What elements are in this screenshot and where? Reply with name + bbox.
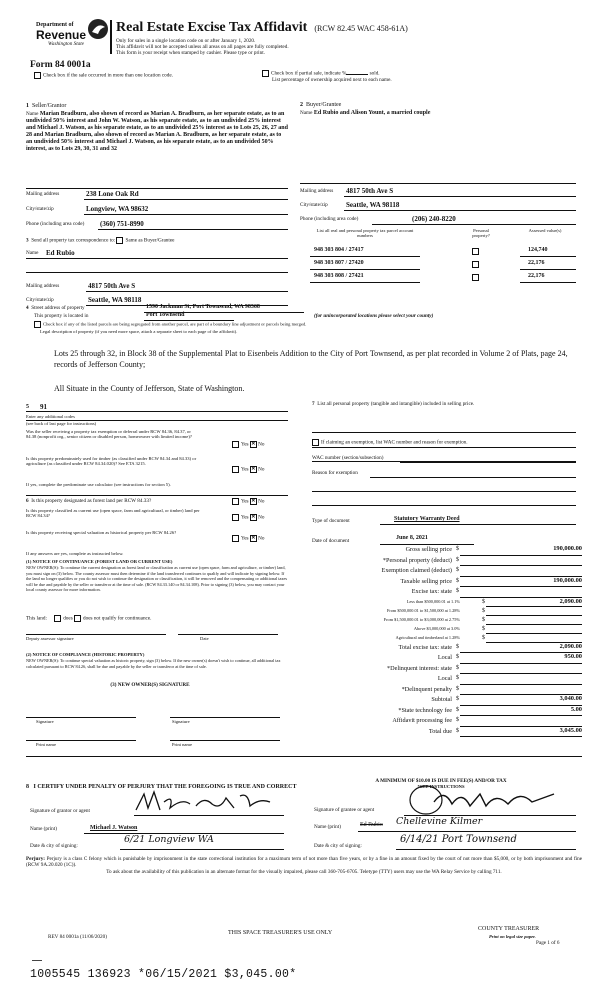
seller-mail: 238 Lone Oak Rd (86, 190, 139, 198)
calc-label: Taxable selling price (400, 577, 452, 585)
currency-symbol: $ (482, 616, 485, 623)
buyer-name-block (300, 110, 570, 117)
section-number: 1 (26, 103, 29, 109)
signature-label: Signature (172, 719, 190, 724)
cashier-stamp: 1005545 136923 *06/15/2021 $3,045.00* (30, 968, 297, 981)
no-label: No (258, 514, 265, 521)
calc-label: *State technology fee (398, 706, 452, 714)
seller-mail-label: Mailing address (26, 191, 60, 197)
no-checkbox-checked[interactable]: ✕ (251, 499, 256, 504)
buyer-heading (300, 102, 341, 109)
currency-symbol: $ (456, 556, 459, 563)
currency-symbol: $ (456, 643, 459, 650)
corr-city: Seattle, WA 98118 (88, 296, 142, 304)
grantor-name: Michael J. Watson (90, 825, 138, 831)
currency-symbol: $ (456, 577, 459, 584)
no-label: No (258, 466, 265, 473)
parcel-number: 948 303 804 / 27417 (314, 247, 364, 253)
section-number: 8 (26, 784, 29, 790)
buyer-city: Seattle, WA 98118 (346, 201, 400, 209)
buyer-mail-label: Mailing address (300, 188, 334, 194)
page-title: Real Estate Excise Tax Affidavit (116, 20, 308, 35)
calc-row (300, 566, 582, 577)
seller-phone-label: Phone (including area code) (26, 221, 85, 227)
header-note-2: This affidavit will not be accepted unless all areas on all pages are fully completed. (116, 44, 289, 51)
calc-value: 950.00 (564, 653, 582, 660)
grantor-date-city: 6/21 Longview WA (124, 834, 214, 845)
buyer-city-label: City/state/zip (300, 202, 328, 208)
does-label: does (63, 615, 73, 622)
segregation-label: Check box if any of the listed parcels are being segregated from another parcel, are part of a boundary line adjustment or parcels being merged. (43, 321, 307, 327)
minimum-note: A MINIMUM OF $10.00 IS DUE IN FEE(S) AND/OR TAX (375, 778, 507, 784)
if-yes-note: If any answers are yes, complete as instructed below. (26, 551, 124, 556)
currency-symbol: $ (456, 675, 459, 681)
print-name-label: Print name (172, 742, 193, 747)
current-use-question: Is this property classified as current use (open space, farm and agricultural, or timber) land per RCW 84.34? (26, 508, 200, 519)
seller-name: Marian Bradburn, also shown of record as Marian A. Bradburn, as her separate estate, as to an undivided 50% interest and John W. Watson, as his separate estate, as to an undivided 25% interest and Michael J. Watson, as his separate estate, as to an undivided 25% interest as to Lots 25, 26, 27 and 28 and Marian Bradburn, also shown of record as Marian A. Bradburn, as her separate estate, as to an undivided 50% interest and Michael J. Watson, as his separate estate, as to an undivided 50% interest, as to Lots 29, 30, 31 and 32 (26, 111, 288, 152)
correspondence-line (26, 237, 174, 244)
seller-city: Longview, WA 98632 (86, 205, 149, 213)
county-treasurer-label: COUNTY TREASURER (478, 926, 540, 932)
grantee-name-handwritten: Chellevine Kilmer (396, 816, 483, 827)
calc-row (300, 625, 582, 634)
legal-description-1: Lots 25 through 32, in Block 38 of the Supplemental Plat to Eisenbeis Addition to the City of Port Townsend, as per plat recorded in Volume 2 of Plats, page 24, records of Jefferson County; (54, 349, 568, 369)
q2-yes-no[interactable] (232, 466, 265, 473)
calc-label: Agricultural and timberland at 1.28% (395, 634, 460, 640)
yes-checkbox[interactable] (232, 514, 239, 521)
this-land-label: This land: (26, 615, 47, 622)
doc-date-label: Date of document (312, 538, 350, 544)
wac-label: WAC number (section/subsection) (312, 455, 384, 461)
partial-sale-label: Check box if partial sale, indicate % (271, 70, 347, 77)
currency-symbol: $ (456, 664, 459, 671)
calc-value: 3,045.00 (559, 726, 582, 734)
legal-description-2: All Situate in the County of Jefferson, State of Washington. (54, 384, 245, 393)
calc-label: *Delinquent interest: state (387, 664, 452, 672)
continuance-title: (1) NOTICE OF CONTINUANCE (FOREST LAND OR CURRENT USE) (26, 559, 173, 564)
timber-question: Is this property predominately used for timber (as classified under RCW 84.34 and 84.33) or agriculture (as classified under RCW 84.34.020)? See ETA 3215. (26, 456, 197, 467)
currency-symbol: $ (456, 717, 459, 723)
exemption-question: Was the seller receiving a property tax exemption or deferral under RCW 84.36, 84.37, or 84.38 (nonprofit org., senior citizen or disabled person, homeowner with limited income)? (26, 429, 192, 440)
checkbox[interactable] (34, 321, 41, 328)
section-number: 3 (26, 237, 29, 244)
compliance-title: (2) NOTICE OF COMPLIANCE (HISTORIC PROPERTY) (26, 652, 145, 657)
no-label: No (258, 535, 265, 542)
grantor-sig-label: Signature of grantor or agent (30, 808, 90, 814)
calculator-note: If yes, complete the predominate use calculator (see instructions for section 5). (26, 482, 171, 487)
doc-type-label: Type of document (312, 518, 350, 524)
corr-mail-label: Mailing address (26, 283, 60, 289)
calc-value: 190,000.00 (553, 545, 582, 552)
property-address: 1590 Jackman St, Port Townsend, WA 98368 (146, 304, 260, 310)
grantor-date-label: Date & city of signing: (30, 843, 78, 849)
parcel-list (310, 245, 576, 284)
q6-3-yes-no[interactable] (232, 535, 265, 542)
seller-heading-label: Seller/Grantor (32, 103, 67, 109)
grantee-name-label: Name (print) (314, 824, 341, 830)
yes-checkbox[interactable] (232, 441, 239, 448)
corr-name: Ed Rubio (46, 249, 75, 257)
calc-label: *Delinquent penalty (401, 685, 452, 693)
calc-label: Local (437, 675, 452, 682)
calc-label: Total excise tax: state (398, 643, 452, 651)
currency-symbol: $ (482, 607, 485, 614)
calc-label: Excise tax: state (411, 588, 452, 595)
calc-row (300, 685, 582, 696)
calc-label: Local (437, 654, 452, 661)
personal-checkbox[interactable] (472, 274, 479, 281)
rcw-code: (RCW 82.45 WAC 458-61A) (314, 24, 408, 33)
no-label: No (258, 498, 265, 505)
calc-row (300, 664, 582, 675)
yes-label: Yes (241, 441, 249, 448)
no-checkbox-checked[interactable]: ✕ (251, 515, 256, 520)
calc-label: Above $3,000,000 at 3.0% (413, 625, 460, 631)
exemption-checkbox[interactable] (312, 439, 319, 446)
calc-row (300, 674, 582, 685)
corr-name-label: Name (26, 250, 39, 256)
parcel-row (310, 271, 576, 284)
revision-code: REV 84 0001a (11/06/2020) (48, 934, 107, 940)
assessor-date-label: Date (200, 636, 209, 641)
yes-checkbox[interactable] (232, 466, 239, 473)
buyer-mail: 4817 50th Ave S (346, 187, 394, 195)
unincorporated-note: (for unincorporated locations please select your county) (314, 313, 434, 319)
calc-row (300, 643, 582, 654)
corr-city-label: City/state/zip (26, 297, 54, 303)
wa-logo-icon (86, 18, 110, 40)
section-number: 6 (26, 498, 29, 504)
yes-label: Yes (241, 535, 249, 542)
street-label-line (26, 305, 85, 311)
exemption-label: If claiming an exemption, list WAC number and reason for exemption. (321, 439, 468, 446)
calc-row (300, 616, 582, 625)
calc-row (300, 634, 582, 643)
calc-row (300, 607, 582, 616)
alternate-format-note: To ask about the availability of this publication in an alternate format for the visually impaired, please call 360-705-6705. Teletype (TTY) users may use the WA Relay Service by calling 711. (106, 869, 502, 875)
this-land-row (26, 615, 151, 622)
buyer-heading-label: Buyer/Grantee (306, 102, 342, 108)
see-back-note: (see back of last page for instructions) (26, 421, 97, 426)
section-number: 4 (26, 305, 29, 311)
signature-label: Signature (36, 719, 54, 724)
grantor-name-label: Name (print) (30, 826, 57, 832)
yes-label: Yes (241, 466, 249, 473)
doc-type: Statutory Warranty Deed (394, 516, 460, 522)
currency-symbol: $ (456, 706, 459, 713)
calc-underline (460, 736, 582, 737)
seller-phone: (360) 751-8990 (100, 220, 144, 228)
grantee-sig-label: Signature of grantee or agent (314, 807, 375, 813)
perjury-text: Perjury is a class C felony which is punishable by imprisonment in the state correctional institution for a maximum term of not more than five years, or by a fine in an amount fixed by the court of not more than $5,000, or by both imprisonment and fine (RCW 9A.20.020 (1C)). (26, 856, 583, 869)
grantee-date-city: 6/14/21 Port Townsend (400, 834, 517, 845)
perjury-notice (26, 856, 582, 868)
calc-value: 5.00 (570, 705, 582, 713)
personal-col-header: Personal property? (472, 228, 490, 239)
seller-name-block (26, 111, 288, 153)
forest-q-line (26, 498, 226, 504)
section-5-number: 5 (26, 404, 29, 410)
calc-row (300, 695, 582, 706)
grantee-name-struck: Ed Rubio (360, 822, 383, 828)
checkbox[interactable] (34, 72, 41, 79)
currency-symbol: $ (456, 685, 459, 692)
assessor-signature-label: Deputy assessor signature (26, 636, 74, 641)
use-code: 91 (40, 403, 47, 411)
additional-codes-label: Enter any additional codes (26, 414, 75, 419)
assessed-value: 22,176 (528, 273, 545, 279)
parcel-row (310, 258, 576, 271)
personal-property-label: List all personal property (tangible and intangible) included in selling price. (317, 401, 475, 407)
dor-logo (36, 22, 106, 47)
ownership-note: List percentage of ownership acquired next to each name. (272, 77, 392, 83)
currency-symbol: $ (456, 588, 459, 594)
buyer-name: Ed Rubio and Alison Yount, a married couple (313, 110, 431, 116)
form-number: Form 84 0001a (30, 60, 91, 70)
does-not-checkbox[interactable] (74, 615, 81, 622)
assessed-value: 22,176 (528, 260, 545, 266)
calc-label: Less than $500,000.01 at 1.1% (406, 598, 460, 604)
calc-label: From $500,000.01 to $1,500,000 at 1.28% (386, 607, 460, 613)
yes-checkbox[interactable] (232, 498, 239, 505)
print-name-label: Print name (36, 742, 57, 747)
grantee-date-label: Date & city of signing: (314, 843, 362, 849)
stamp-mark (32, 960, 42, 961)
page-number: Page 1 of 6 (536, 940, 560, 946)
state-label: Washington State (48, 41, 84, 47)
currency-symbol: $ (456, 654, 459, 660)
calc-row (300, 545, 582, 556)
calc-label: Subtotal (431, 696, 452, 703)
no-checkbox-checked[interactable]: ✕ (251, 467, 256, 472)
no-checkbox-checked[interactable]: ✕ (251, 536, 256, 541)
calc-row (300, 653, 582, 664)
calc-label: From $1,500,000.01 to $3,000,000 at 2.75% (383, 616, 460, 622)
corr-mail: 4817 50th Ave S (88, 282, 136, 290)
located-label: This property is located in (34, 313, 89, 319)
certify-statement: I CERTIFY UNDER PENALTY OF PERJURY THAT THE FOREGOING IS TRUE AND CORRECT (33, 784, 297, 790)
assessed-value: 124,740 (528, 247, 548, 253)
calc-row (300, 706, 582, 717)
grantor-signature (130, 788, 280, 816)
partial-sale-check[interactable] (262, 70, 380, 77)
calc-row (300, 716, 582, 727)
street-label: Street address of property (31, 305, 85, 311)
located-city: Port Townsend (146, 312, 185, 318)
calc-label: *Personal property (deduct) (382, 556, 452, 564)
doc-date: June 8, 2021 (396, 535, 428, 541)
q6-1-yes-no[interactable] (232, 498, 265, 505)
currency-symbol: $ (456, 546, 459, 552)
calc-row (300, 727, 582, 738)
exemption-note (312, 439, 468, 446)
correspondence-label: Send all property tax correspondence to: (31, 237, 116, 244)
calc-value: 3,040.00 (559, 695, 582, 702)
parcel-col-header: List all real and personal property tax parcel account numbers (316, 228, 414, 239)
dept-label: Department of (36, 22, 74, 28)
calc-value: 2,090.00 (559, 597, 582, 605)
personal-property-line (312, 401, 562, 407)
personal-checkbox[interactable] (472, 261, 479, 268)
calc-label: Total due (428, 727, 452, 735)
see-instructions-note: *SEE INSTRUCTIONS (417, 784, 465, 789)
historic-question: Is this property receiving special valuation as historical property per RCW 84.26? (26, 530, 177, 535)
assessed-col-header: Assessed value(s) (528, 228, 562, 233)
currency-symbol: $ (456, 696, 459, 702)
checkbox[interactable] (262, 70, 269, 77)
name-label: Name (26, 111, 39, 117)
currency-symbol: $ (482, 634, 485, 641)
compliance-text: NEW OWNER(S): To continue special valuation as historic property, sign (3) below. If the new owner(s) doesn't wish to continue, all additional tax calculated pursuant to RCW 84.26, shall be due and payable by the seller or transferor at the time of sale. (26, 658, 281, 669)
personal-checkbox[interactable] (472, 248, 479, 255)
new-owner-signature-title: (3) NEW OWNER(S) SIGNATURE (110, 682, 190, 688)
calc-value: 2,090.00 (559, 642, 582, 650)
seller-heading (26, 103, 66, 110)
header-note-3: This form is your receipt when stamped by cashier. Please type or print. (116, 50, 265, 57)
forest-question: Is this property designated as forest land per RCW 84.33? (31, 498, 152, 504)
parcel-number: 948 303 807 / 27420 (314, 260, 364, 266)
same-as-buyer-checkbox[interactable] (116, 237, 123, 244)
treasurer-use-label: THIS SPACE TREASURER'S USE ONLY (228, 930, 333, 936)
yes-checkbox[interactable] (232, 535, 239, 542)
buyer-phone: (206) 240-8220 (412, 215, 456, 223)
q1-yes-no[interactable] (232, 441, 265, 448)
name-label: Name (300, 110, 313, 116)
section-number: 2 (300, 102, 303, 108)
continuance-text: NEW OWNER(S): To continue the current designation as forest land or classification as current use (open space, farm and agriculture, or timber) land, you must sign on (3) below. The county assessor must then determine if the land transferred continues to qualify and will indicate by signing below. If the land no longer qualifies or you do not wish to continue the designation or classification, it will be removed and the compensating or additional taxes will be due and payable by the seller or transferor at the time of sale. (RCW 84.33.140 or 84.34.108). Prior to signing (3) below, you may contact your local county assessor for more information. (26, 565, 288, 593)
currency-symbol: $ (482, 598, 485, 605)
same-as-buyer-label: Same as Buyer/Grantee (125, 237, 175, 244)
yes-label: Yes (241, 498, 249, 505)
multi-location-label: Check box if the sale occurred in more than one location code. (43, 72, 173, 79)
calc-row (300, 577, 582, 588)
calc-value: 190,000.00 (553, 576, 582, 584)
multi-location-check[interactable] (34, 72, 173, 79)
grantee-signature (404, 784, 564, 816)
currency-symbol: $ (456, 727, 459, 734)
calc-row (300, 556, 582, 567)
no-label: No (258, 441, 265, 448)
parcel-row (310, 245, 576, 258)
does-not-label: does not qualify for continuance. (83, 615, 152, 622)
calc-row (300, 598, 582, 607)
legal-label: Legal description of property (if you need more space, attach a separate sheet to each page of the affidavit). (40, 329, 238, 334)
calc-label: Affidavit processing fee (392, 717, 452, 724)
seller-city-label: City/state/zip (26, 206, 54, 212)
segregation-check[interactable] (34, 321, 574, 328)
header-note-1: Only for sales in a single location code on or after January 1, 2020. (116, 38, 256, 44)
yes-label: Yes (241, 514, 249, 521)
header (116, 18, 586, 57)
q6-2-yes-no[interactable] (232, 514, 265, 521)
does-checkbox[interactable] (54, 615, 61, 622)
buyer-phone-label: Phone (including area code) (300, 216, 359, 222)
print-legal-note: Print on legal size paper. (489, 934, 536, 939)
revenue-wordmark: Revenue (36, 28, 87, 42)
calc-label: Gross selling price (405, 546, 452, 553)
calc-label: Exemption claimed (deduct) (381, 567, 452, 574)
header-divider (110, 20, 112, 54)
parcel-number: 948 303 808 / 27421 (314, 273, 364, 279)
section-number: 7 (312, 401, 315, 407)
currency-symbol: $ (456, 567, 459, 573)
no-checkbox-checked[interactable]: ✕ (251, 442, 256, 447)
reason-label: Reason for exemption (312, 470, 358, 476)
perjury-label: Perjury: (26, 856, 46, 862)
currency-symbol: $ (482, 625, 485, 632)
calc-row (300, 587, 582, 598)
sold-label: sold. (369, 70, 380, 77)
